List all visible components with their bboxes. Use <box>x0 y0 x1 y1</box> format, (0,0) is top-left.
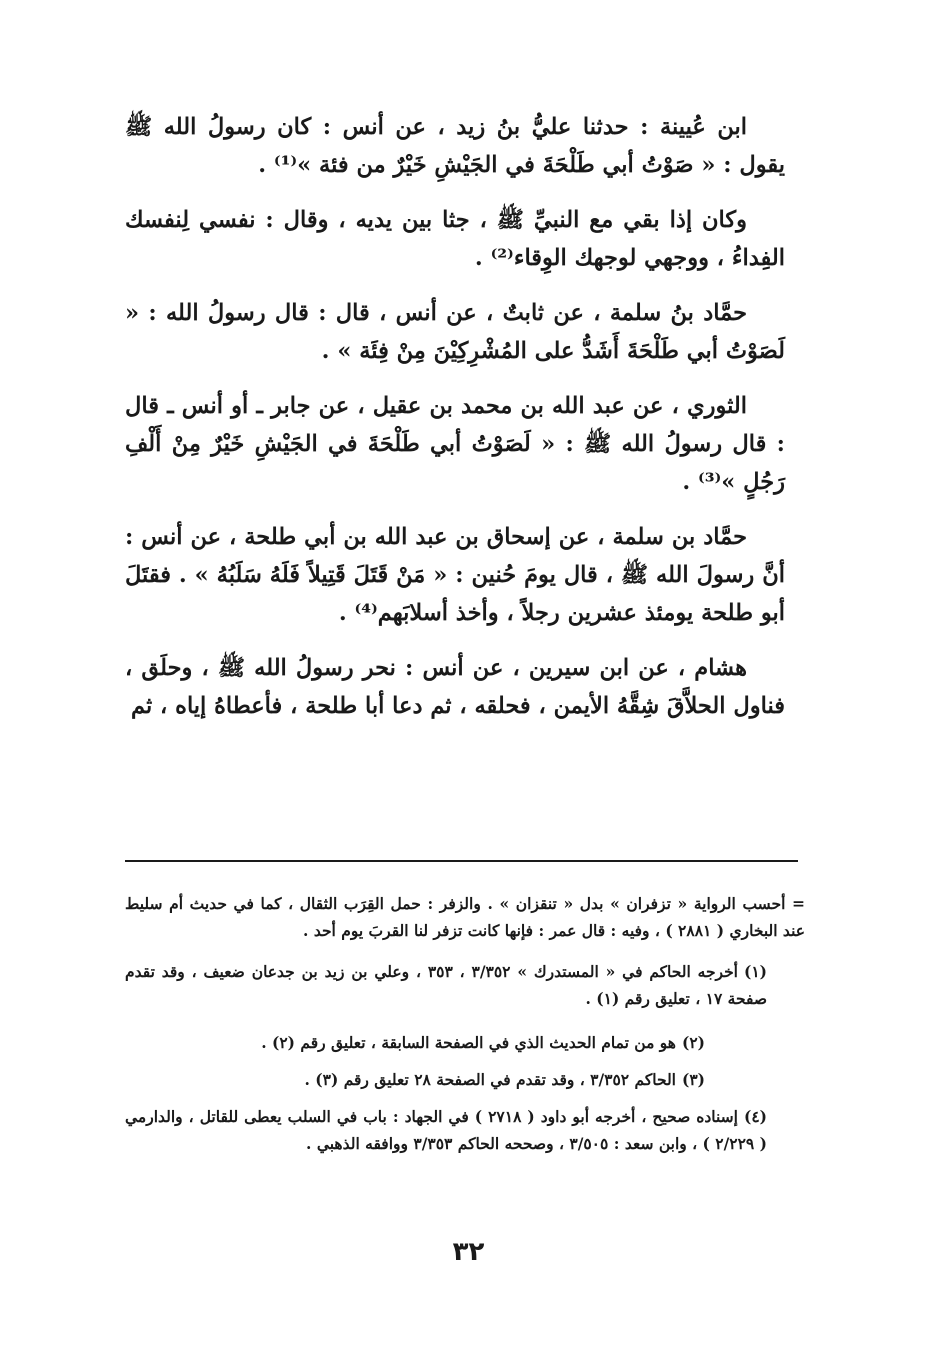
footnote-3-text: الحاكم ٣/٣٥٢ ، وقد تقدم في الصفحة ٢٨ تعليق رقم (٣) . <box>304 1070 676 1089</box>
footnote-1 <box>125 958 805 1012</box>
footnote-1-text: أخرجه الحاكم في « المستدرك » ٣/٣٥٢ ، ٣٥٣ ، وعلي بن زيد بن جدعان ضعيف ، وقد تقدم صفحة ١٧ ، تعليق رقم (١) . <box>125 962 767 1008</box>
footnote-3 <box>125 1066 805 1093</box>
footnote-4-mark: (٤) <box>743 1107 767 1126</box>
paragraph-thawri: الثوري ، عن عبد الله بن محمد بن عقيل ، عن جابر ـ أو أنس ـ قال : قال رسولُ الله ﷺ : « لَصَوْتُ أبي طَلْحَةَ في الجَيْشِ خَيْرٌ مِنْ أَلْفِ رَجُلٍ »⁽³⁾ . <box>125 393 785 495</box>
paragraph-hammad-ishaq: حمَّاد بن سلمة ، عن إسحاق بن عبد الله بن أبي طلحة ، عن أنس : أنَّ رسولَ الله ﷺ ، قال يومَ حُنين : « مَنْ قَتَلَ قَتِيلاً فَلَهُ سَلَبُهُ » . فقتَلَ أبو طلحة يومئذ عشرين رجلاً ، وأخذ أسلابَهم⁽⁴⁾ . <box>125 524 785 626</box>
footnote-1-mark: (١) <box>744 962 768 981</box>
paragraph-ibn-uyayna: ابن عُيينة : حدثنا عليُّ بنُ زيد ، عن أنس : كان رسولُ الله ﷺ يقول : « صَوْتُ أبي طَلْحَةَ في الجَيْشِ خَيْرٌ من فئة »⁽¹⁾ . <box>125 114 785 178</box>
footnote-3-mark: (٣) <box>681 1070 705 1089</box>
footnote-4 <box>125 1103 805 1157</box>
footnote-separator <box>125 860 798 862</box>
footnote-4-text: إسناده صحيح ، أخرجه أبو داود ( ٢٧١٨ ) في الجهاد : باب في السلب يعطى للقاتل ، والدارمي ( ٢/٢٢٩ ) ، وابن سعد : ٣/٥٠٥ ، وصححه الحاكم ٣/٣٥٣ ووافقه الذهبي . <box>125 1107 767 1153</box>
paragraph-hisham: هشام ، عن ابن سيرين ، عن أنس : نحر رسولُ الله ﷺ ، وحلَق ، فناول الحلاَّقَ شِقَّهُ الأيمن ، فحلقه ، ثم دعا أبا طلحة ، فأعطاهُ إياه ، ثم <box>125 655 785 719</box>
paragraph-jatha: وكان إذا بقي مع النبيِّ ﷺ ، جثا بين يديه ، وقال : نفسي لِنفسك الفِداءُ ، ووجهي لوجهك الوِقاء⁽²⁾ . <box>125 207 785 271</box>
footnote-2 <box>125 1029 805 1056</box>
footnote-2-mark: (٢) <box>681 1033 705 1052</box>
footnote-2-text: هو من تمام الحديث الذي في الصفحة السابقة ، تعليق رقم (٢) . <box>261 1033 676 1052</box>
page-number: ٣٢ <box>452 1237 485 1267</box>
footnotes <box>125 890 805 1174</box>
main-text <box>125 108 785 742</box>
paragraph-hammad-thabit: حمَّاد بنُ سلمة ، عن ثابتٌ ، عن أنس ، قال : قال رسولُ الله : « لَصَوْتُ أبي طَلْحَةَ أَشَدُّ على المُشْرِكِيْنَ مِنْ فِئَة » . <box>125 300 785 364</box>
footnote-continued: = أحسب الرواية « تزفران » بدل « تنقزان » . والزفر : حمل القِرَب الثقال ، كما في حديث أم سليط عند البخاري ( ٢٨٨١ ) ، وفيه : قال عمر : فإنها كانت تزفر لنا القربَ يوم أحد . <box>125 894 805 940</box>
